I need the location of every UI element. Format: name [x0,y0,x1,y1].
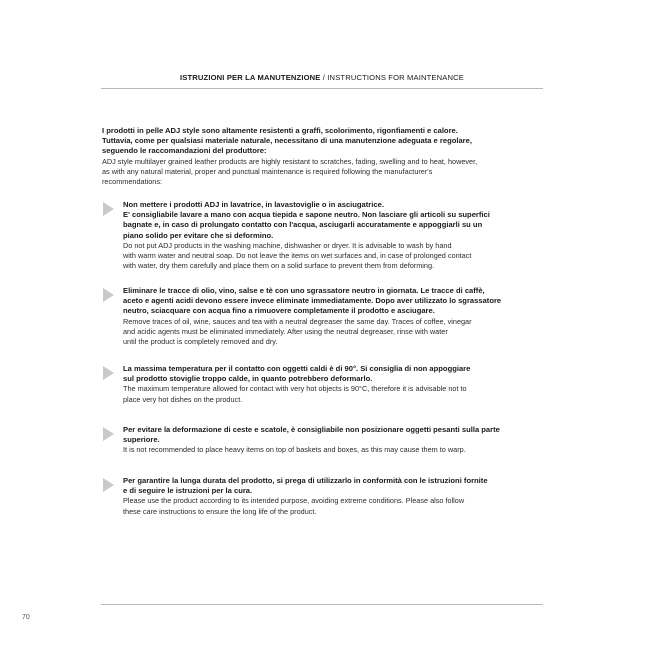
intro-english-line: ADJ style multilayer grained leather products are highly resistant to scratches, fading, swelling and to heat, however, [102,156,478,166]
instruction-english-line: until the product is completely removed and dry. [123,337,278,347]
instruction-text [123,476,549,517]
instruction-italian-line: Eliminare le tracce di olio, vino, salse e tè con uno sgrassatore neutro in giornata. Le tracce di caffè, [123,286,485,295]
instruction-english-line: It is not recommended to place heavy items on top of baskets and boxes, as this may cause them to warp. [123,445,466,455]
bullet-arrow-icon [103,288,114,302]
instruction-english-line: Do not put ADJ products in the washing machine, dishwasher or dryer. It is advisable to wash by hand [123,240,452,250]
instruction-english-line: place very hot dishes on the product. [123,394,243,404]
footer-divider [101,604,543,605]
intro-italian-line: Tuttavia, come per qualsiasi materiale naturale, necessitano di una manutenzione adeguata e regolare, [102,136,472,146]
instruction-text [123,425,549,456]
intro-section [102,126,548,187]
instruction-english-line: with water, dry them carefully and place them on a solid surface to prevent them from deforming. [123,261,435,271]
instruction-text [123,286,549,347]
header-separator: / [320,73,328,82]
instruction-italian-line: aceto e agenti acidi devono essere invece eliminate immediatamente. Dopo aver utilizzato lo sgrassatore [123,296,502,306]
instruction-italian-line: Per garantire la lunga durata del prodotto, si prega di utilizzarlo in conformità con le istruzioni fornite [123,476,488,485]
instruction-italian-line: E' consigliabile lavare a mano con acqua tiepida e sapone neutro. Non lasciare gli articoli su superfici [123,210,490,220]
instruction-italian-line: piano solido per evitare che si deformino. [123,230,274,240]
bullet-arrow-icon [103,366,114,380]
instruction-text [123,364,549,405]
instruction-italian-line: neutro, sciacquare con acqua fino a rimuovere completamente il prodotto e asciugare. [123,306,435,316]
page-header [101,73,543,82]
instruction-english-line: Remove traces of oil, wine, sauces and tea with a neutral degreaser the same day. Traces of coffee, vinegar [123,316,472,326]
page-number: 70 [22,614,30,621]
instruction-italian-line: Non mettere i prodotti ADJ in lavatrice, in lavastoviglie o in asciugatrice. [123,200,384,209]
instruction-english-line: Please use the product according to its intended purpose, avoiding extreme conditions. Please also follow [123,496,465,506]
header-divider [101,88,543,89]
instruction-english-line: with warm water and neutral soap. Do not leave the items on wet surfaces and, in case of prolonged contact [123,251,472,261]
instruction-italian-line: La massima temperatura per il contatto con oggetti caldi è di 90°. Si consiglia di non appoggiare [123,364,471,373]
instruction-italian-line: sul prodotto stoviglie troppo calde, in quanto potrebbero deformarlo. [123,374,373,384]
bullet-arrow-icon [103,478,114,492]
intro-english-line: as with any natural material, proper and punctual maintenance is required following the manufacturer's [102,166,433,176]
bullet-arrow-icon [103,202,114,216]
intro-italian-line: seguendo le raccomandazioni del produttore: [102,146,267,156]
instruction-italian-line: superiore. [123,435,160,445]
instruction-italian-line: bagnate e, in caso di prolungato contatto con l'acqua, asciugarli accuratamente e appoggiarli su un [123,220,483,230]
intro-italian-line: I prodotti in pelle ADJ style sono altamente resistenti a graffi, scolorimento, rigonfiamenti e calore. [102,126,458,135]
instruction-english-line: The maximum temperature allowed for contact with very hot objects is 90°C, therefore it is advisable not to [123,384,467,394]
header-title-italian: ISTRUZIONI PER LA MANUTENZIONE [180,73,321,82]
bullet-arrow-icon [103,427,114,441]
instruction-italian-line: Per evitare la deformazione di ceste e scatole, è consigliabile non posizionare oggetti pesanti sulla parte [123,425,500,434]
instruction-english-line: these care instructions to ensure the long life of the product. [123,506,317,516]
instruction-english-line: and acidic agents must be eliminated immediately. After using the neutral degreaser, rinse with water [123,326,448,336]
instruction-italian-line: e di seguire le istruzioni per la cura. [123,486,253,496]
intro-english-line: recommendations: [102,177,163,187]
header-title-english: INSTRUCTIONS FOR MAINTENANCE [327,73,464,82]
instruction-text [123,200,549,271]
